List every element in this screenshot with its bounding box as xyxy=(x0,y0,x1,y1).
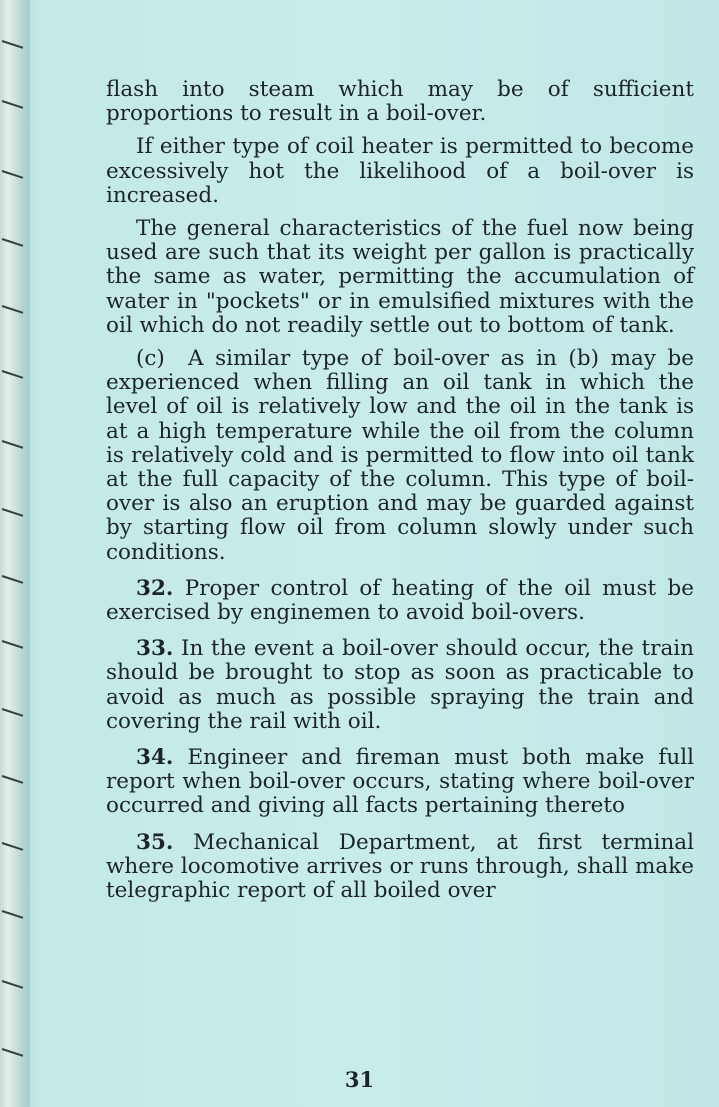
paragraph-text: flash into steam which may be of sufficient proportions to result in a boil-over. xyxy=(106,77,694,127)
binding-notch xyxy=(2,305,24,314)
paragraph-text: Engineer and fireman must both make full report when boil-over occurs, stating where boil-over occurred and giving all facts pertaining thereto xyxy=(106,745,694,819)
paragraph-text: If either type of coil heater is permitted to become excessively hot the likelihood of a boil-over is increased. xyxy=(106,134,694,208)
paragraph-text: The general characteristics of the fuel now being used are such that its weight per gallon is practically the same as water, permitting the accumulation of water in "pockets" or in emulsified mixtures with the oil which do not readily settle out to bottom of tank. xyxy=(106,216,694,338)
paragraph-number: 33. xyxy=(136,636,174,662)
binding-notch xyxy=(2,40,24,49)
paragraph-33 xyxy=(106,637,694,734)
binding-notch xyxy=(2,370,24,379)
page-number: 31 xyxy=(344,1067,375,1092)
binding-notch xyxy=(2,508,24,517)
paragraph-label: (c) xyxy=(136,346,165,372)
paragraph-text: In the event a boil-over should occur, the train should be brought to stop as soon as practicable to avoid as much as possible spraying the train and covering the rail with oil. xyxy=(106,636,694,734)
paragraph xyxy=(106,217,694,338)
binding-notch xyxy=(2,910,24,919)
paragraph xyxy=(106,135,694,208)
paragraph-text: Mechanical Department, at first terminal where locomotive arrives or runs through, shall make telegraphic report of all boiled over xyxy=(106,829,694,904)
binding-notch xyxy=(2,440,24,449)
paragraph-32 xyxy=(106,577,694,625)
paragraph-text: Proper control of heating of the oil must be exercised by enginemen to avoid boil-overs. xyxy=(106,575,694,626)
paragraph-35 xyxy=(106,831,694,904)
paragraph-number: 32. xyxy=(136,575,174,601)
binding-notch xyxy=(2,238,24,247)
binding-notch xyxy=(2,842,24,851)
spiral-binding xyxy=(0,0,30,1107)
paragraph xyxy=(106,78,694,126)
paragraph-number: 34. xyxy=(136,745,174,771)
paragraph-c xyxy=(106,347,694,565)
binding-notch xyxy=(2,640,24,649)
body-text xyxy=(106,78,694,912)
binding-notch xyxy=(2,775,24,784)
binding-notch xyxy=(2,100,24,109)
binding-notch xyxy=(2,708,24,717)
binding-notch xyxy=(2,170,24,179)
binding-notch xyxy=(2,1048,24,1057)
paragraph-number: 35. xyxy=(136,829,174,855)
binding-notch xyxy=(2,980,24,989)
paragraph-text: A similar type of boil-over as in (b) may be experienced when filling an oil tank in which the level of oil is relatively low and the oil in the tank is at a high temperature while the oil from the column is relatively cold and is permitted to flow into oil tank at the full capacity of the column. This type of boil-over is also an eruption and may be guarded against by starting flow oil from column slowly under such conditions. xyxy=(106,346,695,565)
paragraph-34 xyxy=(106,746,694,819)
binding-notch xyxy=(2,575,24,584)
